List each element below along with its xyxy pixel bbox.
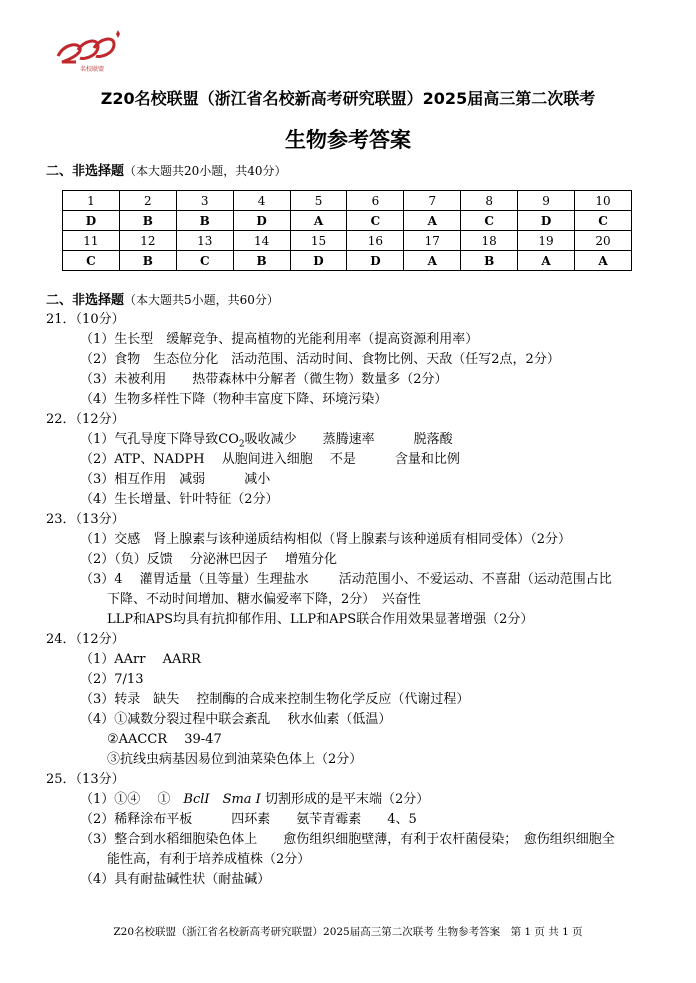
question-number-cell: 17 [404, 231, 461, 251]
answer-text: （1）气孔导度下降导致CO [80, 432, 239, 447]
question-number-cell: 5 [290, 191, 347, 211]
answer-line: （3）未被利用 热带森林中分解者（微生物）数量多（2分） [80, 372, 448, 387]
answer-cell: C [63, 251, 120, 271]
exam-title: Z20名校联盟（浙江省名校新高考研究联盟）2025届高三第二次联考 [100, 89, 596, 108]
section-1-heading [46, 160, 287, 179]
question-number-cell: 16 [347, 231, 404, 251]
answer-cell: A [518, 251, 575, 271]
answer-cell: C [575, 211, 632, 231]
answer-cell: A [404, 251, 461, 271]
question-25-heading: 25．（13分） [46, 772, 125, 787]
question-number-cell: 6 [347, 191, 404, 211]
answer-line: （3）相互作用 减弱 减小 [80, 472, 271, 487]
answer-cell: B [119, 211, 176, 231]
answer-cell: A [575, 251, 632, 271]
answer-line: （4）①减数分裂过程中联会紊乱 秋水仙素（低温） [80, 712, 392, 727]
section-2-note: （本大题共5小题，共60分） [124, 293, 279, 307]
enzyme-name: BclI [183, 792, 210, 807]
section-2-heading [46, 289, 279, 308]
question-number-cell: 10 [575, 191, 632, 211]
table-row [63, 211, 632, 231]
question-number-cell: 12 [119, 231, 176, 251]
answer-text: 切割形成的是平末端（2分） [260, 792, 430, 807]
table-row [63, 231, 632, 251]
question-number-cell: 3 [176, 191, 233, 211]
question-number-cell: 20 [575, 231, 632, 251]
question-number-cell: 7 [404, 191, 461, 211]
answer-line: （2）食物 生态位分化 活动范围、活动时间、食物比例、天敌（任写2点，2分） [80, 352, 560, 367]
answer-cell: D [347, 251, 404, 271]
answer-line: （1）交感 肾上腺素与该种递质结构相似（肾上腺素与该种递质有相同受体）（2分） [80, 532, 572, 547]
answer-line: （2）稀释涂布平板 四环素 氨苄青霉素 4、5 [80, 812, 417, 827]
section-1-label: 二、非选择题 [46, 164, 125, 179]
answer-cell: A [290, 211, 347, 231]
answer-cell: A [404, 211, 461, 231]
section-1-note: （本大题共20小题，共40分） [124, 164, 287, 178]
answer-line: 能性高，有利于培养成植株（2分） [107, 852, 311, 867]
answer-cell: B [176, 211, 233, 231]
answer-line: （2）7/13 [80, 672, 144, 687]
question-number-cell: 19 [518, 231, 575, 251]
answer-title: 生物参考答案 [285, 128, 411, 152]
answer-cell: B [233, 251, 290, 271]
answer-line: ②AACCR 39-47 [107, 732, 222, 747]
table-row [63, 251, 632, 271]
question-number-cell: 2 [119, 191, 176, 211]
answer-line: ③抗线虫病基因易位到油菜染色体上（2分） [107, 752, 363, 767]
answer-line: （4）生长增量、针叶特征（2分） [80, 492, 279, 507]
answer-cell: D [290, 251, 347, 271]
answer-cell: D [233, 211, 290, 231]
answer-line: （1）生长型 缓解竞争、提高植物的光能利用率（提高资源利用率） [80, 332, 479, 347]
question-21-heading: 21．（10分） [46, 312, 125, 327]
question-number-cell: 13 [176, 231, 233, 251]
question-24-heading: 24．（12分） [46, 632, 125, 647]
question-number-cell: 8 [461, 191, 518, 211]
question-number-cell: 11 [63, 231, 120, 251]
subscript: 2 [238, 439, 245, 450]
answer-cell: C [461, 211, 518, 231]
answer-line: （3）4 灌胃适量（且等量）生理盐水 活动范围小、不爱运动、不喜甜（运动范围占比 [80, 572, 612, 587]
answer-text: （1）①④ ① [80, 792, 184, 807]
answer-cell: D [63, 211, 120, 231]
question-number-cell: 15 [290, 231, 347, 251]
answer-line: （1）AArr AARR [80, 652, 201, 667]
question-number-cell: 4 [233, 191, 290, 211]
enzyme-name: Sma I [222, 792, 261, 807]
question-number-cell: 18 [461, 231, 518, 251]
answer-text: 吸收减少 蒸腾速率 脱落酸 [244, 432, 453, 447]
answer-line: （4）具有耐盐碱性状（耐盐碱） [80, 872, 271, 887]
page-footer: Z20名校联盟（浙江省名校新高考研究联盟）2025届高三第二次联考 生物参考答案 第 1 页 共 1 页 [113, 926, 583, 938]
answer-line: （2）（负）反馈 分泌淋巴因子 增殖分化 [80, 552, 338, 567]
answer-table [62, 190, 632, 271]
answer-line: （4）生物多样性下降（物种丰富度下降、环境污染） [80, 392, 388, 407]
answer-line [80, 791, 429, 809]
question-23-heading: 23．（13分） [46, 512, 125, 527]
answer-cell: B [461, 251, 518, 271]
question-number-cell: 1 [63, 191, 120, 211]
answer-cell: D [518, 211, 575, 231]
question-number-cell: 14 [233, 231, 290, 251]
answer-line: LLP和APS均具有抗抑郁作用、LLP和APS联合作用效果显著增强（2分） [107, 612, 534, 627]
answer-line: （3）转录 缺失 控制酶的合成来控制生物化学反应（代谢过程） [80, 692, 470, 707]
answer-cell: C [347, 211, 404, 231]
question-22-heading: 22．（12分） [46, 412, 125, 427]
logo-text: 名校联盟 [80, 66, 105, 73]
answer-line: （3）整合到水稻细胞染色体上 愈伤组织细胞壁薄，有利于农杆菌侵染； 愈伤组织细胞全 [80, 832, 615, 847]
answer-line: 下降、不动时间增加、糖水偏爱率下降，2分） 兴奋性 [107, 592, 421, 607]
answer-cell: B [119, 251, 176, 271]
question-number-cell: 9 [518, 191, 575, 211]
answer-cell: C [176, 251, 233, 271]
table-row [63, 191, 632, 211]
section-2-label: 二、非选择题 [46, 293, 125, 308]
spacer [210, 792, 223, 807]
answer-line: （2）ATP、NADPH 从胞间进入细胞 不是 含量和比例 [80, 452, 460, 467]
